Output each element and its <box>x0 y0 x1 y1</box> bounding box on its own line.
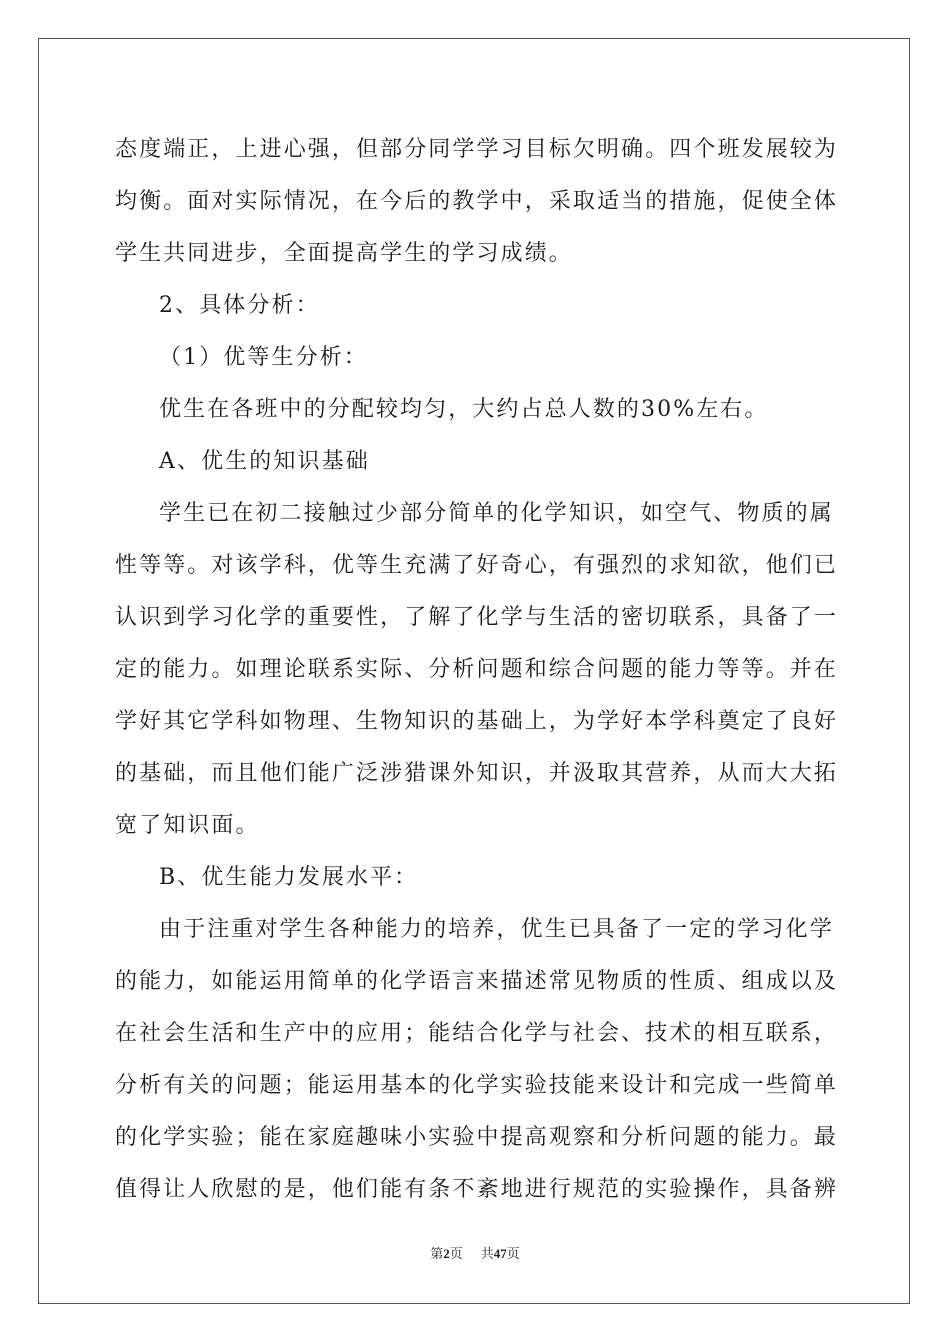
text-line: 在社会生活和生产中的应用；能结合化学与社会、技术的相互联系， <box>115 1021 839 1046</box>
total-prefix: 共 <box>480 1246 494 1261</box>
text-line: 的能力，如能运用简单的化学语言来描述常见物质的性质、组成以及 <box>115 969 839 994</box>
text-line: 值得让人欣慰的是，他们能有条不紊地进行规范的实验操作，具备辨 <box>115 1177 839 1202</box>
document-body <box>115 124 839 1216</box>
text-line: 宽了知识面。 <box>115 813 260 838</box>
text-line: A、优生的知识基础 <box>159 449 370 474</box>
text-line: 学好其它学科如物理、生物知识的基础上，为学好本学科奠定了良好 <box>115 709 839 734</box>
text-line: 由于注重对学生各种能力的培养，优生已具备了一定的学习化学 <box>159 917 834 942</box>
page-prefix: 第 <box>430 1246 444 1261</box>
page-suffix: 页 <box>449 1246 463 1261</box>
page-footer <box>0 1243 950 1262</box>
text-line: 2、具体分析： <box>159 293 320 318</box>
text-line: 学生已在初二接触过少部分简单的化学知识，如空气、物质的属 <box>159 501 834 526</box>
text-line: 学生共同进步，全面提高学生的学习成绩。 <box>115 241 573 266</box>
total-suffix: 页 <box>506 1246 520 1261</box>
text-line: 均衡。面对实际情况，在今后的教学中，采取适当的措施，促使全体 <box>115 189 839 214</box>
text-line: （1）优等生分析： <box>159 345 368 370</box>
text-line: 定的能力。如理论联系实际、分析问题和综合问题的能力等等。并在 <box>115 657 839 682</box>
text-line: 优生在各班中的分配较均匀，大约占总人数的30%左右。 <box>159 397 769 422</box>
text-line: 的化学实验；能在家庭趣味小实验中提高观察和分析问题的能力。最 <box>115 1125 839 1150</box>
text-line: 性等等。对该学科，优等生充满了好奇心，有强烈的求知欲，他们已 <box>115 553 839 578</box>
text-line: 态度端正，上进心强，但部分同学学习目标欠明确。四个班发展较为 <box>115 137 839 162</box>
text-line: 的基础，而且他们能广泛涉猎课外知识，并汲取其营养，从而大大拓 <box>115 761 839 786</box>
text-line: 认识到学习化学的重要性，了解了化学与生活的密切联系，具备了一 <box>115 605 839 630</box>
total-pages: 47 <box>493 1246 507 1261</box>
text-line: 分析有关的问题；能运用基本的化学实验技能来设计和完成一些简单 <box>115 1073 839 1098</box>
page-number: 2 <box>443 1246 450 1261</box>
text-line: B、优生能力发展水平： <box>159 865 419 890</box>
